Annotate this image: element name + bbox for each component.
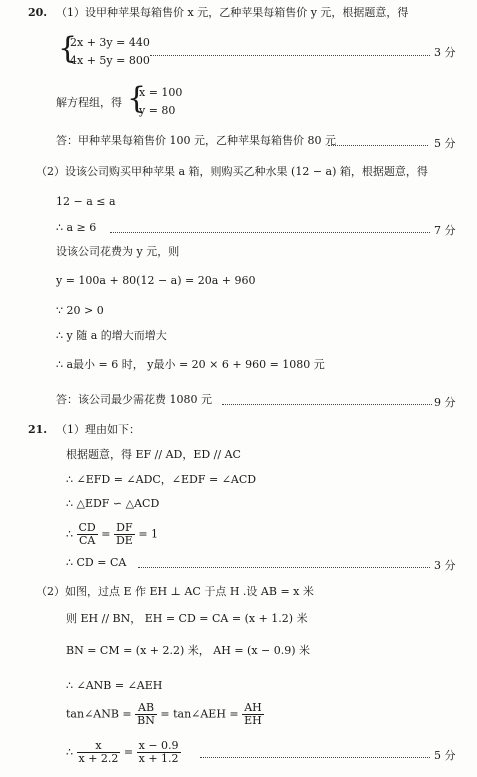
q20-score-3: 7 分 (434, 224, 456, 237)
q20-cost-equation: y = 100a + 80(12 − a) = 20a + 960 (56, 274, 256, 287)
q20-inequality: 12 − a ≤ a (56, 195, 116, 208)
q20-score-1: 3 分 (434, 46, 456, 59)
q21-fraction-numerator: CD (78, 521, 96, 534)
q21-part2-heading: （2）如图，过点 E 作 EH ⊥ AC 于点 H .设 AB = x 米 (36, 585, 314, 598)
q21-fraction-ah-eh (242, 702, 264, 727)
q20-solve-label: 解方程组，得 (56, 96, 122, 109)
q21-fraction-numerator: DF (114, 522, 135, 535)
q21-tan-line (66, 702, 264, 727)
q21-line-8: ∴ ∠ANB = ∠AEH (66, 679, 163, 692)
q21-ratio-therefore: ∴ (66, 527, 73, 541)
q20-minimum-line: ∴ a最小 = 6 时， y最小 = 20 × 6 + 960 = 1080 元 (56, 358, 325, 371)
q21-line-5: ∴ CD = CA (66, 556, 127, 569)
q21-fraction-numerator: x − 0.9 (138, 739, 179, 752)
q20-answer-2: 答：该公司最少需花费 1080 元 (56, 393, 212, 406)
question-21-number: 21. (28, 423, 48, 436)
q20-score-2: 5 分 (434, 137, 456, 150)
q20-leader-dots-4 (222, 404, 432, 405)
q20-leader-dots-2 (328, 145, 428, 146)
q20-part1-heading: （1）设甲种苹果每箱售价 x 元，乙种苹果每箱售价 y 元，根据题意，得 (56, 6, 409, 19)
q21-final-therefore: ∴ (66, 745, 73, 759)
q21-line-7: BN = CM = (x + 2.2) 米， AH = (x − 0.9) 米 (66, 644, 311, 657)
q21-line-6: 则 EH // BN， EH = CD = CA = (x + 1.2) 米 (66, 612, 308, 625)
q21-line-1: 根据题意，得 EF // AD，ED // AC (66, 448, 241, 461)
q20-increasing-line: ∴ y 随 a 的增大而增大 (56, 329, 167, 342)
q21-fraction-denominator: x + 2.2 (78, 752, 119, 765)
q21-final-equals: = (123, 745, 134, 759)
q21-fraction-cd-ca (77, 522, 98, 547)
q20-inequality-result: ∴ a ≥ 6 (56, 221, 97, 234)
q21-fraction-numerator: AH (242, 702, 264, 715)
q20-system1-eq2: 4x + 5y = 800 (70, 54, 150, 67)
q20-leader-dots-3 (110, 232, 430, 233)
q21-fraction-numerator: AB (135, 702, 157, 715)
q20-system2-brace: { (127, 81, 147, 116)
q21-fraction-denominator: x + 1.2 (138, 752, 179, 765)
q21-fraction-x-over (77, 740, 121, 765)
q20-leader-dots-1 (150, 55, 430, 56)
q20-score-4: 9 分 (434, 396, 456, 409)
q21-equals: = (101, 527, 111, 541)
q20-because-line: ∵ 20 > 0 (56, 304, 104, 317)
q20-part2-heading: （2）设该公司购买甲种苹果 a 箱，则购买乙种水果 (12 − a) 箱，根据题意，得 (36, 165, 428, 178)
q21-line-3: ∴ △EDF ∽ △ACD (66, 497, 160, 510)
q21-ratio-line (66, 522, 158, 547)
q21-line-2: ∴ ∠EFD = ∠ADC，∠EDF = ∠ACD (66, 473, 257, 486)
q21-score-2: 5 分 (434, 749, 456, 762)
q21-tan-middle: = tan∠AEH = (160, 707, 239, 721)
q20-system2-y: y = 80 (139, 104, 176, 117)
q20-system1-eq1: 2x + 3y = 440 (70, 36, 150, 49)
q21-fraction-x-minus (137, 740, 181, 765)
q20-answer-1: 答：甲种苹果每箱售价 100 元，乙种苹果每箱售价 80 元 (56, 134, 336, 147)
q21-leader-dots-1 (138, 567, 430, 568)
q21-fraction-ab-bn (135, 702, 157, 727)
q21-final-equation (66, 740, 181, 765)
q21-fraction-denominator: DE (115, 534, 133, 547)
q20-cost-intro: 设该公司花费为 y 元，则 (56, 245, 180, 258)
q21-leader-dots-2 (200, 757, 430, 758)
q21-fraction-denominator: CA (78, 534, 96, 547)
q21-fraction-numerator: x (77, 740, 121, 753)
question-20-number: 20. (28, 6, 48, 19)
q21-fraction-df-de (114, 522, 135, 547)
q21-fraction-denominator: BN (137, 714, 155, 727)
q20-system2-x: x = 100 (139, 86, 183, 99)
q21-ratio-tail: = 1 (138, 527, 159, 541)
q21-tan-left: tan∠ANB = (66, 707, 132, 721)
q20-system1-brace: { (58, 31, 78, 66)
q21-part1-heading: （1）理由如下： (56, 423, 140, 436)
q21-score-1: 3 分 (434, 559, 456, 572)
q21-fraction-denominator: EH (244, 714, 262, 727)
